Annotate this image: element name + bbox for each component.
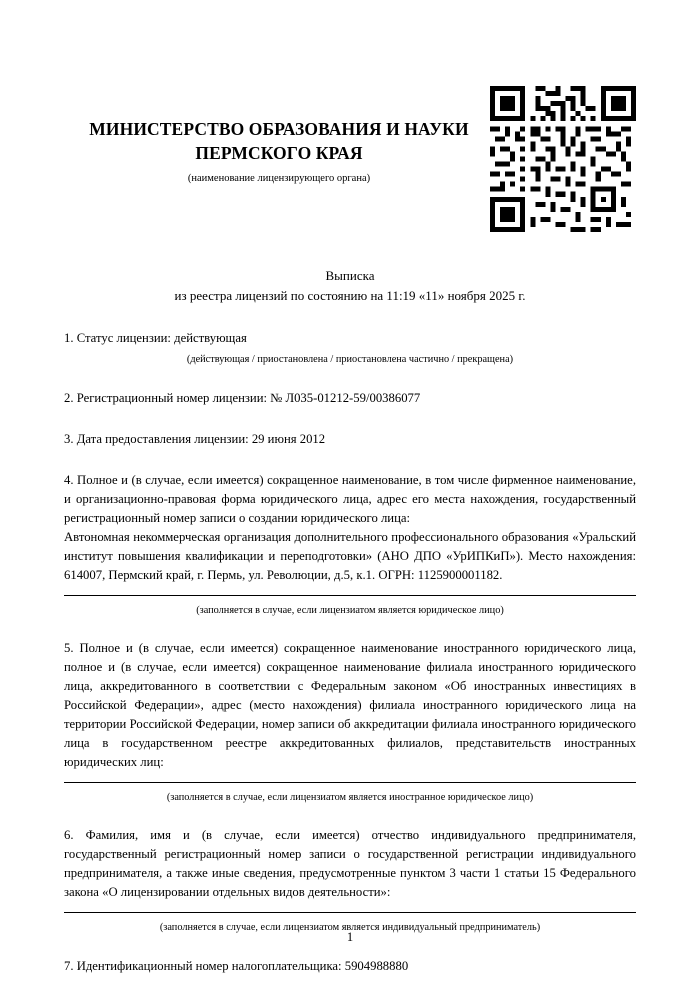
section-foreign-entity — [64, 639, 636, 806]
qr-code — [490, 86, 636, 232]
page-number: 1 — [346, 930, 354, 944]
section-reg-number — [64, 389, 636, 408]
divider-foreign-entity — [64, 782, 636, 783]
section-status — [64, 329, 636, 367]
section-issue-date — [64, 430, 636, 449]
section-individual-entrepreneur — [64, 826, 636, 936]
section-issue-date-text: 3. Дата предоставления лицензии: 29 июня 2012 — [64, 432, 326, 447]
document-header — [64, 0, 494, 184]
divider-legal-entity — [64, 595, 636, 596]
section-legal-entity — [64, 471, 636, 619]
document-kind — [64, 266, 636, 306]
section-inn-text: 7. Идентификационный номер налогоплательщика: 5904988880 — [64, 959, 409, 974]
section-status-text: 1. Статус лицензии: действующая — [64, 330, 247, 345]
section-foreign-entity-note: (заполняется в случае, если лицензиатом является иностранное юридическое лицо) — [166, 792, 534, 804]
section-legal-entity-note: (заполняется в случае, если лицензиатом является юридическое лицо) — [196, 605, 504, 617]
divider-individual-entrepreneur — [64, 912, 636, 913]
section-legal-entity-text: 4. Полное и (в случае, если имеется) сокращенное наименование, в том числе фирменное наименование, и организационно-правовая форма юридического лица, адрес его места нахождения, государственный регистрационный номер записи о создании юридического лица: — [64, 473, 636, 526]
page-title: МИНИСТЕРСТВО ОБРАЗОВАНИЯ И НАУКИ ПЕРМСКОГО КРАЯ — [89, 119, 469, 163]
section-inn — [64, 957, 636, 976]
section-individual-entrepreneur-note: (заполняется в случае, если лицензиатом является индивидуальный предприниматель) — [159, 921, 541, 933]
section-foreign-entity-text: 5. Полное и (в случае, если имеется) сокращенное наименование иностранного юридического лица, полное и (в случае, если имеется) сокращенное наименование филиала иностранного юридического лица, аккредитованного в соответствии с Федеральным законом «Об иностранных инвестициях в Российской Федерации», адрес (место нахождения) филиала иностранного юридического лица на территории Российской Федерации, номер записи об аккредитации филиала иностранного юридического лица в государственном реестре аккредитованных филиалов, представительств иностранных юридических лиц: — [64, 640, 636, 770]
section-legal-entity-value: Автономная некоммерческая организация дополнительного профессионального образования «Уральский институт повышения квалификации и переподготовки» (АНО ДПО «УрИПКиП»). Место нахождения: 614007, Пермский край, г. Пермь, ул. Революции, д.5, к.1. ОГРН: 1125900001182. — [64, 530, 636, 583]
section-individual-entrepreneur-text: 6. Фамилия, имя и (в случае, если имеется) отчество индивидуального предпринимателя, государственный регистрационный номер записи о государственной регистрации индивидуального предпринимателя, а также иные сведения, предусмотренные пунктом 3 части 1 статьи 15 Федерального закона «О лицензировании отдельных видов деятельности»: — [64, 827, 636, 899]
document-kind-line1: Выписка — [325, 268, 375, 284]
licensing-authority-note: (наименование лицензирующего органа) — [187, 173, 371, 185]
section-reg-number-text: 2. Регистрационный номер лицензии: № Л035-01212-59/00386077 — [64, 391, 421, 406]
section-status-note: (действующая / приостановлена / приостановлена частично / прекращена) — [186, 353, 514, 365]
document-kind-line2: из реестра лицензий по состоянию на 11:19 «11» ноября 2025 г. — [174, 288, 526, 304]
